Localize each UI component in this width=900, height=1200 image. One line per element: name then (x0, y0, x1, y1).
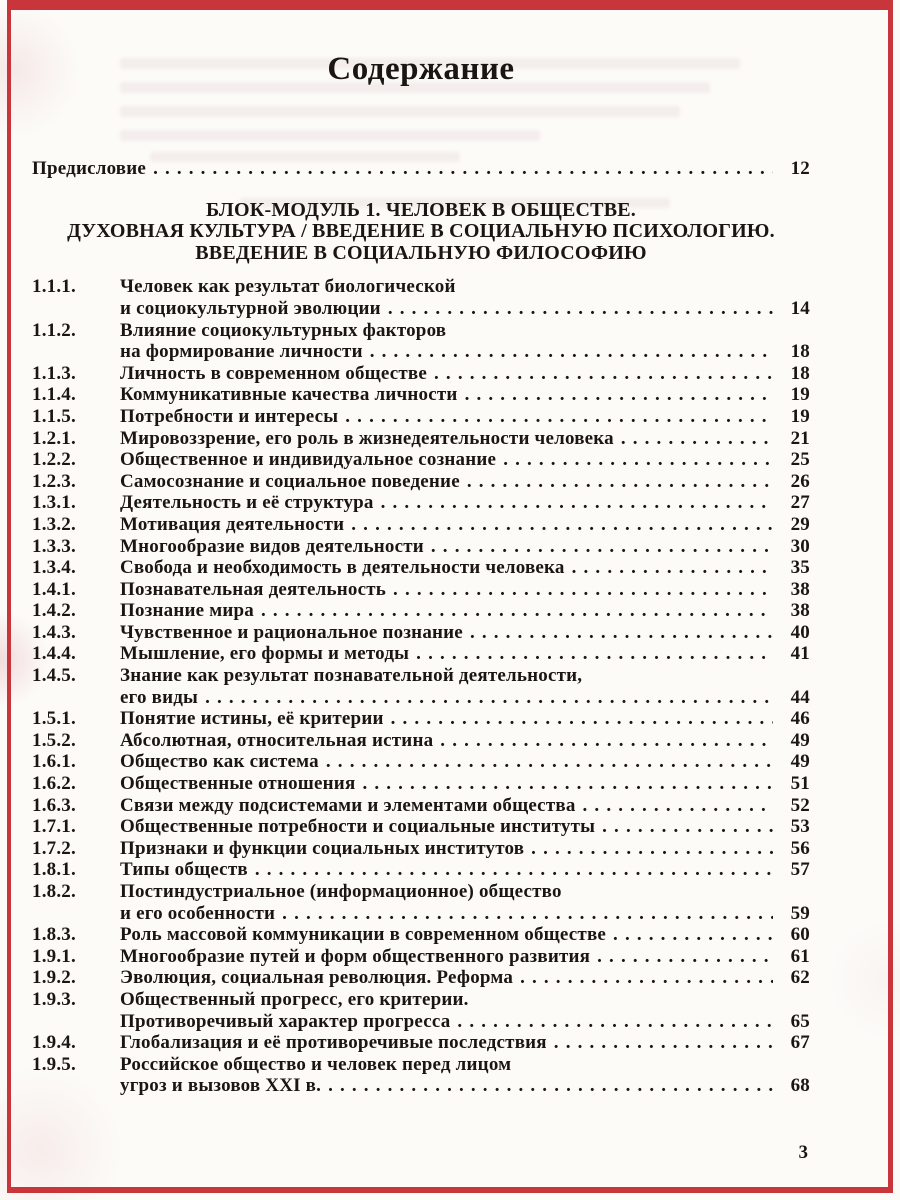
toc-entry-page: 38 (790, 600, 810, 622)
toc-entry-body (120, 1032, 810, 1054)
toc-entry-number: 1.6.2. (32, 773, 76, 795)
toc-entry (32, 320, 810, 363)
toc-entry (32, 967, 810, 989)
dot-leader (431, 536, 773, 558)
dot-leader (470, 622, 773, 644)
toc-entry-body (120, 795, 810, 817)
dot-leader (465, 384, 773, 406)
toc-entry-body (120, 838, 810, 860)
dot-leader (345, 406, 773, 428)
toc-entry-body (120, 492, 810, 514)
toc-entry (32, 751, 810, 773)
toc-entry-page: 44 (790, 686, 810, 708)
toc-entry-body (120, 384, 810, 406)
toc-entry-body (120, 449, 810, 471)
folio-page-number: 3 (798, 1142, 808, 1163)
toc-entry-number: 1.1.1. (32, 276, 76, 298)
toc-entry (32, 492, 810, 514)
toc-entry-number: 1.4.4. (32, 643, 76, 665)
toc-entry-page: 60 (790, 924, 810, 946)
page-title: Содержание (327, 51, 515, 87)
dot-leader (362, 773, 773, 795)
toc-entry-title: Потребности и интересы (120, 405, 339, 427)
toc-entry-title: Влияние социокультурных факторов (120, 319, 447, 341)
toc-entry-number: 1.5.1. (32, 708, 76, 730)
toc-entry (32, 363, 810, 385)
toc-entry (32, 838, 810, 860)
toc-entry-number: 1.8.3. (32, 924, 76, 946)
toc-entry-number: 1.6.1. (32, 751, 76, 773)
dot-leader (393, 579, 773, 601)
dot-leader (440, 730, 773, 752)
toc-entry (32, 536, 810, 558)
toc-entry-title: Эволюция, социальная революция. Реформа (120, 967, 514, 989)
toc-entry-number: 1.9.1. (32, 945, 76, 967)
toc-entry (32, 579, 810, 601)
toc-entry-number: 1.1.2. (32, 319, 76, 341)
toc-entry-page: 19 (790, 384, 810, 406)
toc-entry-title: Человек как результат биологической (120, 276, 456, 298)
toc-entry-page: 57 (790, 859, 810, 881)
dot-leader (613, 924, 773, 946)
toc-entry-title: Мышление, его формы и методы (120, 643, 410, 665)
toc-entry (32, 665, 810, 708)
toc-entry-number: 1.1.5. (32, 405, 76, 427)
toc-entry-body (120, 859, 810, 881)
toc-entry-title: Личность в современном обществе (120, 362, 428, 384)
toc-entry-body (120, 1054, 810, 1097)
toc-entry-page: 46 (790, 708, 810, 730)
toc-entry-page: 19 (790, 405, 810, 427)
toc-entry-body (120, 946, 810, 968)
toc-entry-body (120, 881, 810, 924)
toc-entry-title: Общественное и индивидуальное сознание (120, 449, 497, 471)
toc-entry-body (120, 816, 810, 838)
toc-entry-page: 18 (790, 362, 810, 384)
dot-leader (434, 363, 773, 385)
toc-entry (32, 730, 810, 752)
dot-leader (381, 492, 773, 514)
dot-leader (583, 795, 773, 817)
toc-entry-title: Общественные потребности и социальные институты (120, 816, 596, 838)
toc-entry-number: 1.2.1. (32, 427, 76, 449)
dot-leader (457, 1011, 773, 1033)
toc-entry-page: 53 (790, 816, 810, 838)
toc-entry (32, 795, 810, 817)
dot-leader (531, 838, 773, 860)
toc-entry (32, 622, 810, 644)
dot-leader (370, 341, 773, 363)
toc-entry-page: 41 (790, 643, 810, 665)
toc-entry (32, 471, 810, 493)
toc-entry (32, 946, 810, 968)
toc-entry-title: Многообразие видов деятельности (120, 535, 424, 557)
toc-entry-page: 26 (790, 470, 810, 492)
toc-entry-title: Общественный прогресс, его критерии. (120, 988, 469, 1010)
toc-entry-title: Многообразие путей и форм общественного развития (120, 945, 591, 967)
toc-entry-body (120, 600, 810, 622)
preface-label: Предисловие (32, 158, 147, 179)
toc-entry-number: 1.8.1. (32, 859, 76, 881)
toc-entry-body (120, 967, 810, 989)
toc-entry-title: угроз и вызовов XXI в. (120, 1075, 322, 1097)
toc-entry-body (120, 557, 810, 579)
toc-entry-number: 1.4.2. (32, 600, 76, 622)
toc-entry-body (120, 751, 810, 773)
toc-entry-title: Противоречивый характер прогресса (120, 1010, 451, 1032)
toc-entry (32, 1054, 810, 1097)
toc-entry-page: 65 (790, 1010, 810, 1032)
toc-entry-body (120, 924, 810, 946)
toc-entry-number: 1.9.5. (32, 1053, 76, 1075)
toc-entry-page: 25 (790, 449, 810, 471)
toc-entry-body (120, 406, 810, 428)
toc-entry-number: 1.5.2. (32, 729, 76, 751)
toc-entry (32, 989, 810, 1032)
dot-leader (261, 600, 773, 622)
preface-row (32, 158, 810, 180)
toc-entry-body (120, 773, 810, 795)
toc-entry-title: Свобода и необходимость в деятельности человека (120, 557, 565, 579)
toc-entry-number: 1.3.3. (32, 535, 76, 557)
dot-leader (503, 449, 773, 471)
toc-entry-title: и социокультурной эволюции (120, 297, 381, 319)
module-heading-line: ДУХОВНАЯ КУЛЬТУРА / ВВЕДЕНИЕ В СОЦИАЛЬНУЮ ПСИХОЛОГИЮ. (67, 220, 775, 243)
toc-entry-body (120, 320, 810, 363)
toc-entry-title: Деятельность и её структура (120, 492, 374, 514)
dot-leader (416, 643, 773, 665)
toc-entry-number: 1.1.3. (32, 362, 76, 384)
toc-entry-page: 38 (790, 578, 810, 600)
toc-entry-number: 1.9.4. (32, 1032, 76, 1054)
dot-leader (572, 557, 773, 579)
toc-entry-page: 30 (790, 535, 810, 557)
dot-leader (351, 514, 773, 536)
dot-leader (326, 751, 773, 773)
toc-entry (32, 557, 810, 579)
toc-entry-body (120, 363, 810, 385)
toc-entry-number: 1.2.2. (32, 449, 76, 471)
toc-entry-title: Коммуникативные качества личности (120, 384, 458, 406)
toc-entry (32, 428, 810, 450)
toc-entry-body (120, 665, 810, 708)
toc-entry (32, 773, 810, 795)
toc-entry-page: 49 (790, 751, 810, 773)
dot-leader (153, 158, 773, 180)
toc-entry-title: Познание мира (120, 600, 254, 622)
toc-entry-page: 56 (790, 837, 810, 859)
toc-entry-page: 67 (790, 1032, 810, 1054)
dot-leader (388, 298, 773, 320)
toc-entry-title: Связи между подсистемами и элементами общества (120, 794, 576, 816)
toc-entry (32, 514, 810, 536)
toc-entry (32, 406, 810, 428)
dot-leader (282, 903, 773, 925)
toc-entry-number: 1.8.2. (32, 881, 76, 902)
toc-entry-title: Познавательная деятельность (120, 578, 387, 600)
toc-entry-page: 52 (790, 794, 810, 816)
toc-entry-title: Понятие истины, её критерии (120, 708, 384, 730)
toc-entry-number: 1.3.4. (32, 557, 76, 579)
toc-entry-page: 40 (790, 621, 810, 643)
toc-entry-body (120, 471, 810, 493)
toc-entry-number: 1.3.1. (32, 492, 76, 514)
toc-entry (32, 384, 810, 406)
toc-entry (32, 881, 810, 924)
toc-entry (32, 600, 810, 622)
toc-entry-number: 1.4.1. (32, 578, 76, 600)
toc-entry-body (120, 536, 810, 558)
toc-entry-body (120, 989, 810, 1032)
dot-leader (602, 816, 773, 838)
toc-entry-body (120, 622, 810, 644)
toc-entry-page: 59 (790, 902, 810, 924)
toc-entry-body (120, 514, 810, 536)
toc-entry-number: 1.9.3. (32, 988, 76, 1010)
toc-entry-number: 1.4.3. (32, 621, 76, 643)
toc-entry-page: 49 (790, 729, 810, 751)
toc-entry (32, 276, 810, 319)
toc-entry-page: 68 (790, 1075, 810, 1097)
toc-entry-number: 1.1.4. (32, 384, 76, 406)
toc-entry-page: 51 (790, 773, 810, 795)
toc-entry-title: Постиндустриальное (информационное) общество (120, 881, 562, 902)
toc-entry-title: Глобализация и её противоречивые последствия (120, 1032, 547, 1054)
toc-entry-body (120, 428, 810, 450)
toc-entry-body (120, 730, 810, 752)
toc-entry-title: Самосознание и социальное поведение (120, 470, 460, 492)
toc-entry-page: 61 (790, 945, 810, 967)
toc-entry (32, 708, 810, 730)
module-heading (32, 200, 810, 265)
toc-entry-title: Знание как результат познавательной деятельности, (120, 665, 583, 687)
toc-entry-title: Роль массовой коммуникации в современном обществе (120, 924, 607, 946)
preface-page: 12 (790, 158, 810, 179)
toc-entry-page: 62 (790, 967, 810, 989)
toc-entry-title: Мировоззрение, его роль в жизнедеятельности человека (120, 427, 614, 449)
toc-list (32, 276, 810, 1097)
toc-entry-body (120, 708, 810, 730)
toc-entry-number: 1.3.2. (32, 513, 76, 535)
toc-entry-page: 14 (790, 297, 810, 319)
toc-entry-number: 1.9.2. (32, 967, 76, 989)
toc-entry (32, 1032, 810, 1054)
module-heading-line: ВВЕДЕНИЕ В СОЦИАЛЬНУЮ ФИЛОСОФИЮ (195, 241, 647, 264)
toc-entry-number: 1.7.2. (32, 837, 76, 859)
dot-leader (391, 708, 773, 730)
dot-leader (520, 967, 773, 989)
toc-entry-page: 29 (790, 513, 810, 535)
toc-entry-title: Общество как система (120, 751, 319, 773)
dot-leader (554, 1032, 773, 1054)
toc-entry-number: 1.2.3. (32, 470, 76, 492)
toc-entry-title: на формирование личности (120, 341, 363, 363)
toc-entry (32, 924, 810, 946)
toc-entry-title: Признаки и функции социальных институтов (120, 837, 525, 859)
toc-entry-page: 21 (790, 427, 810, 449)
dot-leader (597, 946, 773, 968)
toc-entry-title: Российское общество и человек перед лицом (120, 1053, 512, 1075)
toc-entry-title: Мотивация деятельности (120, 513, 345, 535)
toc-entry (32, 643, 810, 665)
toc-entry-body (120, 643, 810, 665)
dot-leader (621, 428, 773, 450)
toc-entry-number: 1.6.3. (32, 794, 76, 816)
dot-leader (467, 471, 773, 493)
toc-entry-page: 18 (790, 341, 810, 363)
toc-entry-title: и его особенности (120, 902, 276, 924)
toc-entry-page: 35 (790, 557, 810, 579)
toc-entry (32, 859, 810, 881)
dot-leader (328, 1075, 773, 1097)
toc-entry (32, 816, 810, 838)
module-heading-line: БЛОК-МОДУЛЬ 1. ЧЕЛОВЕК В ОБЩЕСТВЕ. (205, 198, 637, 221)
toc-entry-page: 27 (790, 492, 810, 514)
toc-entry-number: 1.4.5. (32, 665, 76, 687)
dot-leader (255, 859, 773, 881)
toc-entry-body (120, 276, 810, 319)
toc-entry-title: Общественные отношения (120, 773, 356, 795)
toc-entry-title: Абсолютная, относительная истина (120, 729, 434, 751)
toc-entry-title: Чувственное и рациональное познание (120, 621, 463, 643)
toc-entry-body (120, 579, 810, 601)
toc-entry-title: его виды (120, 686, 199, 708)
dot-leader (205, 687, 773, 709)
toc-entry-title: Типы обществ (120, 859, 248, 881)
toc-entry (32, 449, 810, 471)
toc-entry-number: 1.7.1. (32, 816, 76, 838)
